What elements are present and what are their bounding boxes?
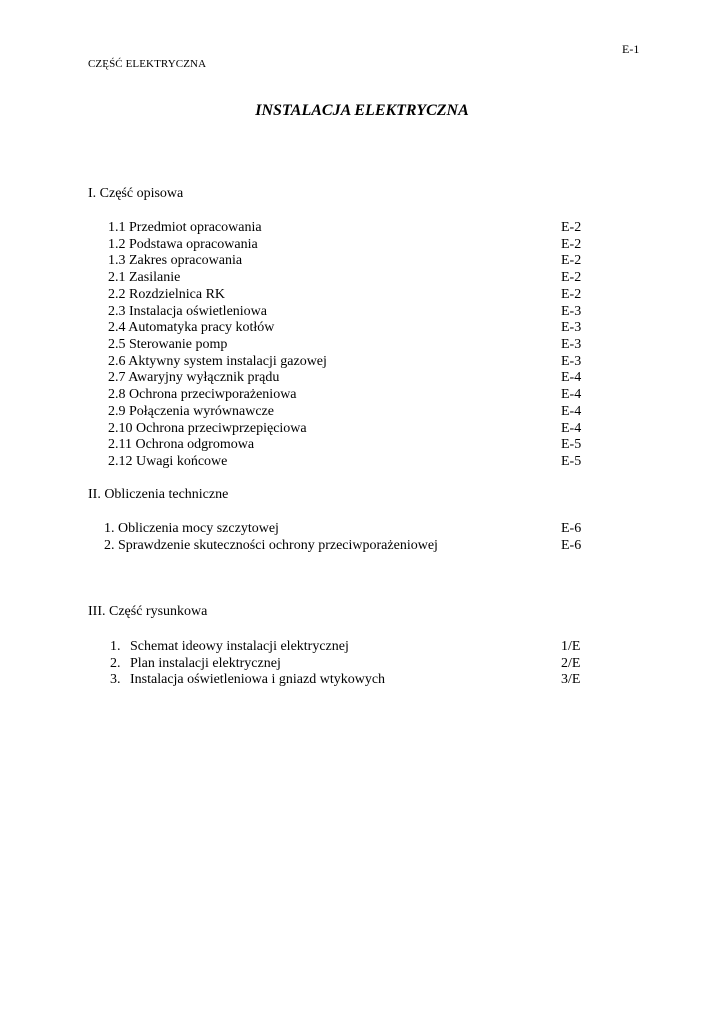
toc-entry bbox=[0, 220, 724, 237]
toc-entry-number: 2. bbox=[110, 656, 121, 671]
document-header: CZĘŚĆ ELEKTRYCZNA bbox=[88, 58, 207, 70]
toc-entry-label: 2. Sprawdzenie skuteczności ochrony przeciwporażeniowej bbox=[104, 538, 438, 553]
toc-entry-label: 2.8 Ochrona przeciwporażeniowa bbox=[108, 387, 297, 402]
toc-entry-label: 1.3 Zakres opracowania bbox=[108, 253, 243, 268]
toc-entry-page: E-3 bbox=[561, 304, 582, 319]
toc-entry bbox=[0, 437, 724, 454]
toc-entry-page: 3/E bbox=[561, 672, 581, 687]
section-heading-obliczenia: II. Obliczenia techniczne bbox=[88, 487, 229, 502]
toc-entry-label: Schemat ideowy instalacji elektrycznej bbox=[130, 639, 349, 654]
toc-entry-page: 2/E bbox=[561, 656, 581, 671]
toc-entry bbox=[0, 656, 724, 673]
toc-entry-page: E-4 bbox=[561, 421, 582, 436]
toc-entry-page: E-4 bbox=[561, 370, 582, 385]
toc-entry-page: E-2 bbox=[561, 237, 582, 252]
toc-entry-page: E-4 bbox=[561, 404, 582, 419]
toc-entry-page: E-6 bbox=[561, 521, 582, 536]
toc-entry-page: E-3 bbox=[561, 354, 582, 369]
toc-entry-page: 1/E bbox=[561, 639, 581, 654]
toc-entry-label: 2.9 Połączenia wyrównawcze bbox=[108, 404, 274, 419]
toc-entry bbox=[0, 538, 724, 555]
toc-entry-label: 2.12 Uwagi końcowe bbox=[108, 454, 228, 469]
toc-entry bbox=[0, 337, 724, 354]
toc-entry bbox=[0, 387, 724, 404]
toc-entry-page: E-3 bbox=[561, 337, 582, 352]
toc-entry-page: E-2 bbox=[561, 287, 582, 302]
toc-entry-label: Plan instalacji elektrycznej bbox=[130, 656, 281, 671]
toc-entry-page: E-5 bbox=[561, 454, 582, 469]
toc-entry bbox=[0, 521, 724, 538]
toc-entry bbox=[0, 639, 724, 656]
toc-entry bbox=[0, 320, 724, 337]
toc-entry-label: 1.1 Przedmiot opracowania bbox=[108, 220, 262, 235]
toc-entry bbox=[0, 421, 724, 438]
toc-entry-page: E-6 bbox=[561, 538, 582, 553]
toc-entry bbox=[0, 270, 724, 287]
toc-entry bbox=[0, 404, 724, 421]
document-title: INSTALACJA ELEKTRYCZNA bbox=[255, 102, 469, 119]
toc-entry bbox=[0, 304, 724, 321]
section-heading-opisowa: I. Część opisowa bbox=[88, 186, 184, 201]
toc-entry-label: 1.2 Podstawa opracowania bbox=[108, 237, 258, 252]
toc-entry bbox=[0, 370, 724, 387]
toc-entry-label: 2.10 Ochrona przeciwprzepięciowa bbox=[108, 421, 307, 436]
toc-entry-page: E-5 bbox=[561, 437, 582, 452]
toc-entry-label: 1. Obliczenia mocy szczytowej bbox=[104, 521, 279, 536]
toc-entry-label: 2.5 Sterowanie pomp bbox=[108, 337, 228, 352]
section-heading-rysunkowa: III. Część rysunkowa bbox=[88, 604, 208, 619]
toc-entry-label: 2.7 Awaryjny wyłącznik prądu bbox=[108, 370, 280, 385]
toc-entry-page: E-2 bbox=[561, 220, 582, 235]
toc-entry-page: E-2 bbox=[561, 253, 582, 268]
page-number: E-1 bbox=[622, 42, 640, 56]
toc-entry bbox=[0, 454, 724, 471]
toc-entry bbox=[0, 287, 724, 304]
toc-entry-label: 2.3 Instalacja oświetleniowa bbox=[108, 304, 268, 319]
toc-entry-number: 1. bbox=[110, 639, 121, 654]
toc-entry-label: 2.11 Ochrona odgromowa bbox=[108, 437, 255, 452]
toc-entry-label: 2.1 Zasilanie bbox=[108, 270, 181, 285]
toc-entry-page: E-4 bbox=[561, 387, 582, 402]
toc-entry-page: E-2 bbox=[561, 270, 582, 285]
toc-entry bbox=[0, 237, 724, 254]
toc-entry-label: 2.6 Aktywny system instalacji gazowej bbox=[108, 354, 327, 369]
toc-entry bbox=[0, 253, 724, 270]
toc-entry bbox=[0, 672, 724, 689]
toc-entry-label: 2.4 Automatyka pracy kotłów bbox=[108, 320, 275, 335]
toc-entry-label: Instalacja oświetleniowa i gniazd wtykowych bbox=[130, 672, 386, 687]
toc-entry-number: 3. bbox=[110, 672, 121, 687]
toc-entry-label: 2.2 Rozdzielnica RK bbox=[108, 287, 226, 302]
toc-entry bbox=[0, 354, 724, 371]
toc-entry-page: E-3 bbox=[561, 320, 582, 335]
